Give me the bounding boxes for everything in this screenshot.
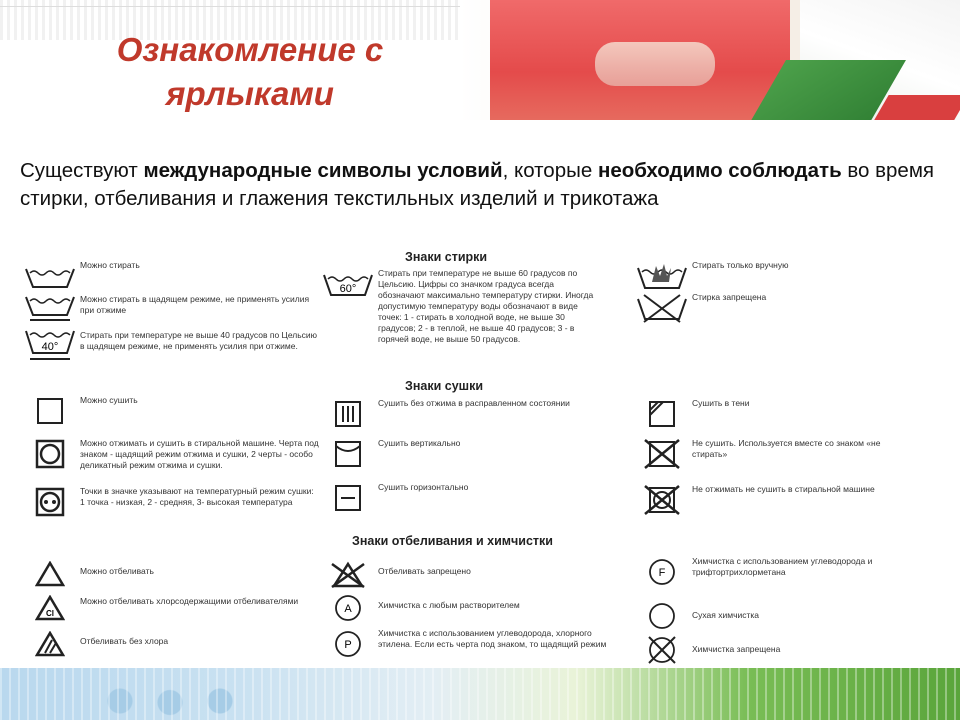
svg-text:F: F [658,567,666,579]
svg-text:40°: 40° [41,341,59,353]
wash-item: 40° Стирать при температуре не выше 40 градусов по Цельсию в щадящем режиме, не применять усилия при отжиме. [20,328,320,364]
dry-item: Сушить горизонтально [318,480,598,516]
washtub-icon [20,258,80,294]
washtub-40-gentle-icon [20,328,80,364]
wash-item: 60° Стирать при температуре не выше 60 градусов по Цельсию. Цифры со значком градуса всегда обозначают максимально температуру стирки. Иногда допустимую температуру воды обозначают в виде точек: 1 - стирать в холодной воде, не выше 30 градусов; 2 - в теплой, не выше 40 градусов; 3 - в горячей воде, не выше 50 градусов. [318,266,598,345]
svg-text:A: A [344,603,352,615]
dryclean-f-icon [632,554,692,590]
dry-section-title: Знаки сушки [405,379,484,393]
bleach-item: F Химчистка с использованием углеводорода и трифтортрихлорметана [632,554,912,590]
wash-section-title: Знаки стирки [405,250,488,264]
bleach-item: Сухая химчистка [632,598,912,634]
bleach-item: P Химчистка с использованием углеводорода, хлорного этилена. Если есть черта под знаком, то щадящий режим [318,626,618,662]
wash-item: Можно стирать [20,258,310,294]
dry-item: Сушить без отжима в расправленном состоянии [318,396,598,432]
header-banner-image [460,0,960,120]
dry-icon [20,393,80,429]
no-wash-icon [632,290,692,326]
tumble-dry-icon [20,436,80,472]
svg-text:P: P [344,639,352,651]
chlorine-bleach-icon [20,590,80,626]
dry-item: Сушить в тени [632,396,912,432]
washtub-60-icon [318,266,378,302]
line-dry-icon [318,436,378,472]
dry-item: Не сушить. Используется вместе со знаком «не стирать» [632,436,912,472]
flat-dry-icon [318,480,378,516]
bleach-item: Отбеливать без хлора [20,626,320,662]
drip-dry-icon [318,396,378,432]
bleach-item: Cl Можно отбеливать хлорсодержащими отбеливателями [20,590,320,626]
non-chlorine-bleach-icon [20,626,80,662]
no-dryclean-icon [632,632,692,668]
no-tumble-dry-icon [632,482,692,518]
tumble-dry-dots-icon [20,484,80,520]
intro-paragraph: Существуют международные символы условий, которые необходимо соблюдать во время стирки, отбеливания и глажения текстильных изделий и трикотажа [20,159,935,210]
dry-item: Точки в значке указывают на температурный режим сушки: 1 точка - низкая, 2 - средняя, 3- высокая температура [20,484,320,520]
no-bleach-icon [318,556,378,592]
wash-item: Стирка запрещена [632,290,912,326]
bleach-item: A Химчистка с любым растворителем [318,590,618,626]
bleach-icon [20,556,80,592]
care-symbols-chart [20,248,920,666]
svg-text:60°: 60° [339,283,357,295]
dry-item: Можно сушить [20,393,320,429]
bleach-section-title: Знаки отбеливания и химчистки [352,534,553,548]
wash-item: Стирать только вручную [632,258,912,294]
footer-stripes [0,668,960,720]
dryclean-a-icon [318,590,378,626]
no-dry-icon [632,436,692,472]
wash-item: Можно стирать в щадящем режиме, не применять усилия при отжиме [20,292,310,328]
bleach-item: Отбеливать запрещено [318,556,618,592]
dryclean-icon [632,598,692,634]
dry-item: Не отжимать не сушить в стиральной машине [632,482,912,518]
dry-item: Можно отжимать и сушить в стиральной машине. Черта под знаком - щадящий режим отжима и сушки, 2 черты - особо деликатный режим отжима и сушки. [20,436,320,472]
hand-wash-icon [632,258,692,294]
dryclean-p-icon [318,626,378,662]
bleach-item: Можно отбеливать [20,556,320,592]
svg-text:Cl: Cl [46,609,54,618]
washtub-gentle-icon [20,292,80,328]
bleach-item: Химчистка запрещена [632,632,912,668]
shade-dry-icon [632,396,692,432]
dry-item: Сушить вертикально [318,436,598,472]
slide-title: Ознакомление с ярлыками [116,31,384,112]
